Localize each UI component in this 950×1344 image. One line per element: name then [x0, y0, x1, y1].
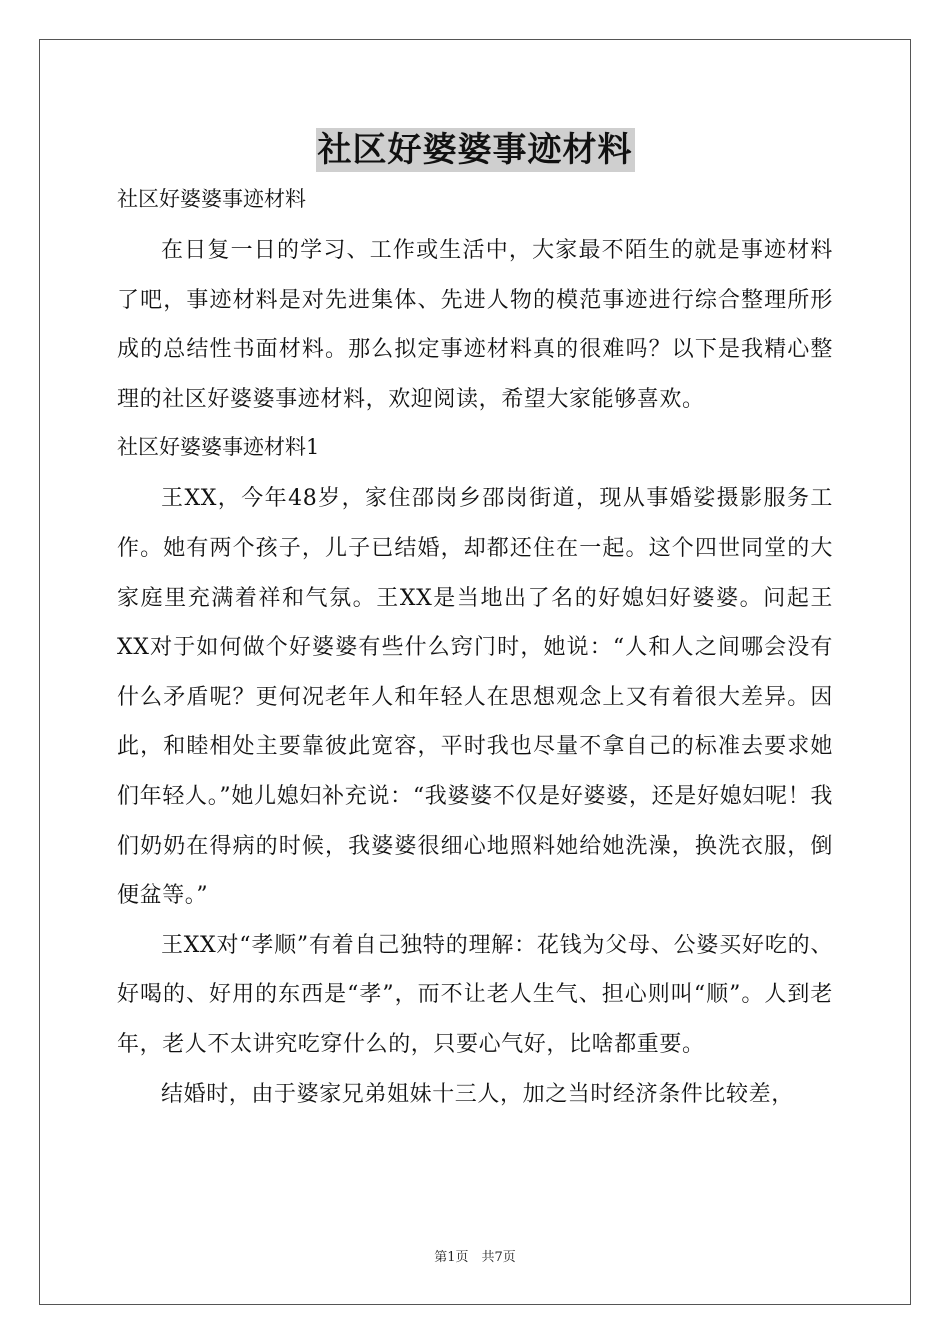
document-subtitle: 社区好婆婆事迹材料 — [117, 187, 306, 211]
body-paragraph: 结婚时，由于婆家兄弟姐妹十三人，加之当时经济条件比较差， — [161, 1081, 794, 1107]
document-title: 社区好婆婆事迹材料 — [317, 130, 633, 170]
page-footer: 第1页 共7页 — [434, 1250, 516, 1265]
intro-paragraph: 在日复一日的学习、工作或生活中，大家最不陌生的就是事迹材料了吧，事迹材料是对先进集体、先进人物的模范事迹进行综合整理所形成的总结性书面材料。那么拟定事迹材料真的很难吗？以下是我精心整理的社区好婆婆事迹材料，欢迎阅读，希望大家能够喜欢。 — [117, 238, 833, 412]
title-area — [0, 128, 950, 172]
body-paragraph: 王XX，今年48岁，家住邵岗乡邵岗街道，现从事婚娑摄影服务工作。她有两个孩子，儿子已结婚，却都还住在一起。这个四世同堂的大家庭里充满着祥和气氛。王XX是当地出了名的好媳妇好婆婆。问起王XX对于如何做个好婆婆有些什么窍门时，她说：“人和人之间哪会没有什么矛盾呢？更何况老年人和年轻人在思想观念上又有着很大差异。因此，和睦相处主要靠彼此宽容，平时我也尽量不拿自己的标准去要求她们年轻人。”她儿媳妇补充说：“我婆婆不仅是好婆婆，还是好媳妇呢！我们奶奶在得病的时候，我婆婆很细心地照料她给她洗澡，换洗衣服，倒便盆等。” — [117, 486, 833, 909]
body-paragraph: 王XX对“孝顺”有着自己独特的理解：花钱为父母、公婆买好吃的、好喝的、好用的东西是“孝”，而不让老人生气、担心则叫“顺”。人到老年，老人不太讲究吃穿什么的，只要心气好，比啥都重要。 — [117, 932, 833, 1057]
section-heading: 社区好婆婆事迹材料1 — [117, 435, 320, 460]
document-body — [117, 180, 833, 1119]
